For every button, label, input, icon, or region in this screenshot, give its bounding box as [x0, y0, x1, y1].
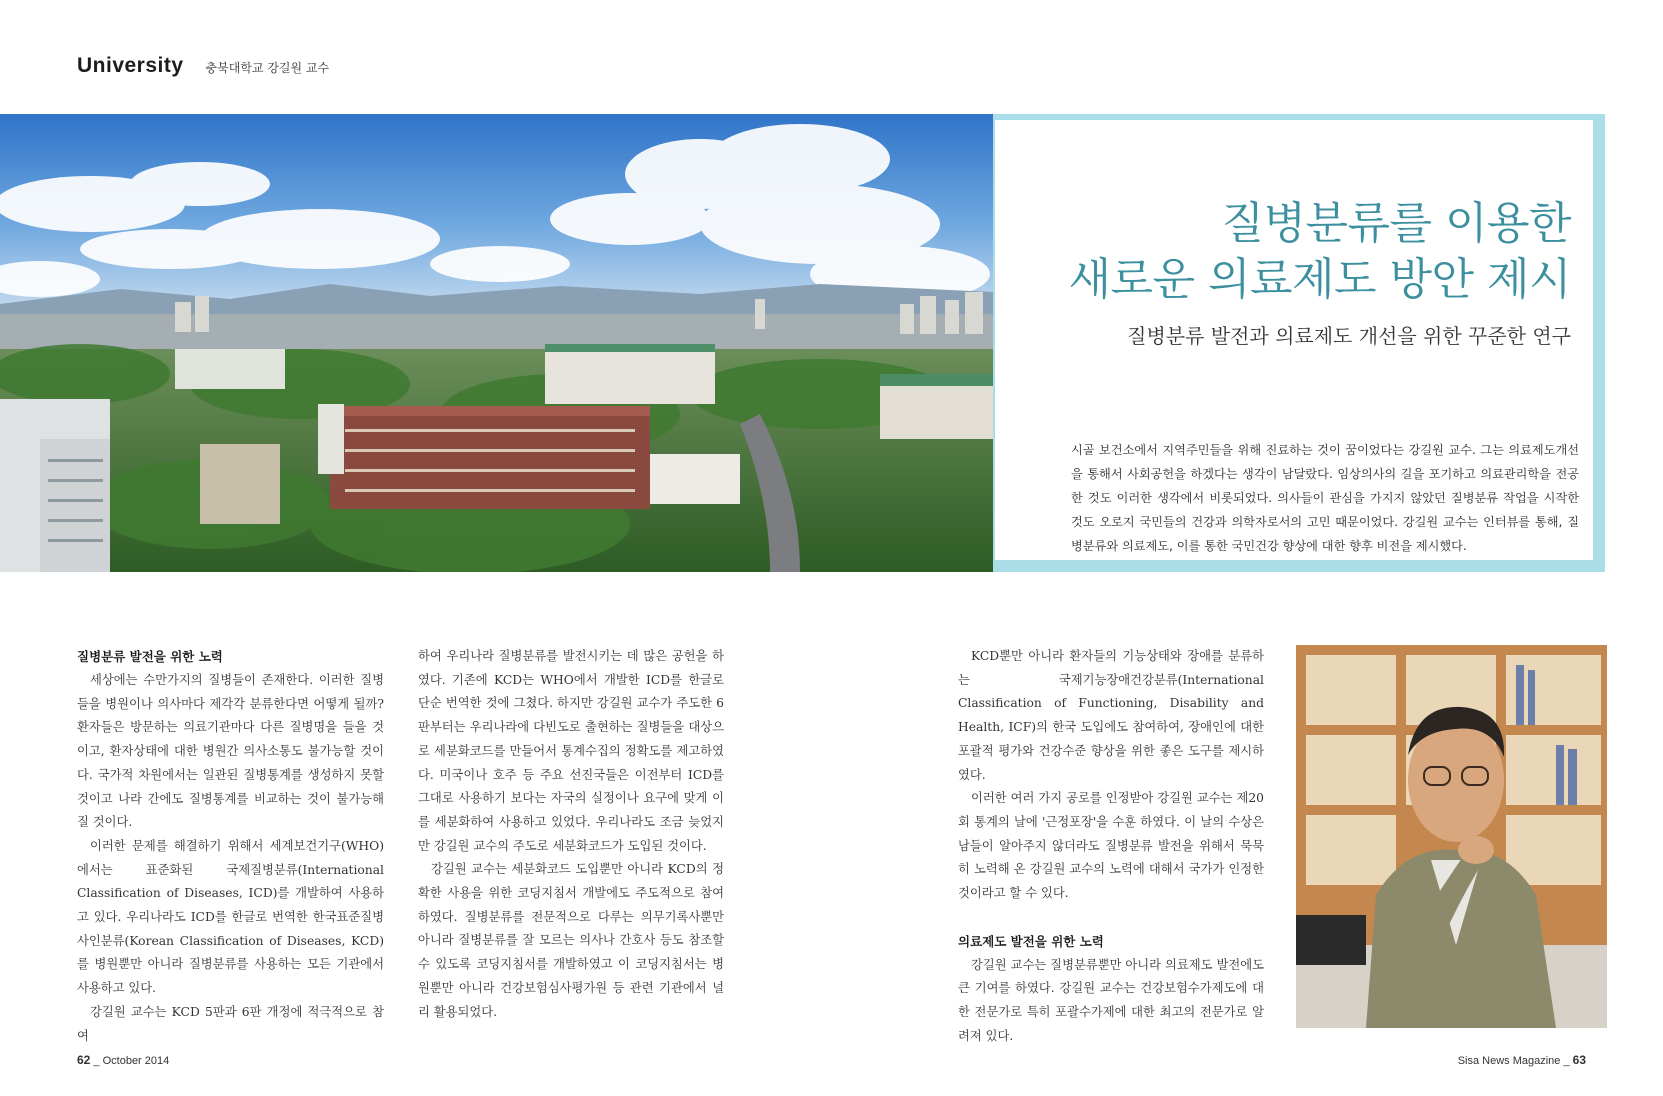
issue-date: _ October 2014	[93, 1055, 170, 1067]
footer-left	[77, 1053, 169, 1067]
page-number-left: 62	[77, 1053, 91, 1067]
paragraph: 이러한 문제를 해결하기 위해서 세계보건기구(WHO)에서는 표준화된 국제질병분류(International Classification of Diseases, ICD)를 개발하여 사용하고 있다. 우리나라도 ICD를 한글로 번역한 한국표준질병사인분류(Korean Classification of Diseases, KCD)를 병원뿐만 아니라 질병분류를 사용하는 모든 기관에서 사용하고 있다.	[77, 838, 384, 996]
title-frame	[993, 114, 1605, 572]
footer-right	[1458, 1053, 1586, 1067]
article-lede: 시골 보건소에서 지역주민들을 위해 진료하는 것이 꿈이었다는 강길원 교수. 그는 의료제도개선을 통해서 사회공헌을 하겠다는 생각이 남달랐다. 임상의사의 길을 포기하고 의료관리학을 전공한 것도 이러한 생각에서 비롯되었다. 의사들이 관심을 가지지 않았던 질병분류 작업을 시작한 것도 오로지 국민들의 건강과 의학자로서의 고민 때문이었다. 강길원 교수는 인터뷰를 통해, 질병분류와 의료제도, 이를 통한 국민건강 향상에 대한 향후 비전을 제시했다.	[1071, 443, 1579, 553]
paragraph: 이러한 여러 가지 공로를 인정받아 강길원 교수는 제20회 통계의 날에 '근정포장'을 수훈 하였다. 이 날의 수상은 남들이 알아주지 않더라도 질병분류 발전을 위해서 묵묵히 노력해 온 강길원 교수의 노력에 대해서 국가가 인정한 것이라고 할 수 있다.	[958, 791, 1264, 901]
body-column-2	[418, 645, 724, 1024]
paragraph: 강길원 교수는 세분화코드 도입뿐만 아니라 KCD의 정확한 사용을 위한 코딩지침서 개발에도 주도적으로 참여하였다. 질병분류를 전문적으로 다루는 의무기록사뿐만 아니라 질병분류를 잘 모르는 의사나 간호사 등도 참조할 수 있도록 코딩지침서를 개발하였고 이 코딩지침서는 병원뿐만 아니라 건강보험심사평가원 등 관련 기관에서 널리 활용되었다.	[418, 862, 724, 1019]
article-subheadline: 질병분류 발전과 의료제도 개선을 위한 꾸준한 연구	[1127, 324, 1571, 348]
paragraph: 세상에는 수만가지의 질병들이 존재한다. 이러한 질병들을 병원이나 의사마다 제각각 분류한다면 어떻게 될까? 환자들은 방문하는 의료기관마다 다른 질병명을 들을 것이고, 환자상태에 대한 병원간 의사소통도 불가능할 것이다. 국가적 차원에서는 일관된 질병통계를 생성하지 못할 것이고 나라 간에도 질병통계를 비교하는 것이 불가능해질 것이다.	[77, 673, 384, 830]
headline-line-1: 질병분류를 이용한	[1221, 198, 1571, 249]
page-number-right: 63	[1572, 1053, 1586, 1067]
section-heading-medical-system: 의료제도 발전을 위한 노력	[958, 933, 1104, 949]
section-subtitle: 충북대학교 강길원 교수	[205, 61, 330, 75]
headline-line-2: 새로운 의료제도 방안 제시	[1068, 254, 1571, 305]
title-panel	[995, 120, 1593, 560]
paragraph: 강길원 교수는 KCD 5판과 6판 개정에 적극적으로 참여	[77, 1004, 384, 1043]
section-tag: University	[77, 54, 184, 77]
section-heading-classification: 질병분류 발전을 위한 노력	[77, 649, 223, 664]
paragraph: 하여 우리나라 질병분류를 발전시키는 데 많은 공헌을 하였다. 기존에 KCD는 WHO에서 개발한 ICD를 한글로 단순 번역한 것에 그쳤다. 하지만 강길원 교수가 주도한 6판부터는 우리나라에 다빈도로 출현하는 질병들을 대상으로 세분화코드를 만들어서 통계수집의 정확도를 제고하였다. 미국이나 호주 등 주요 선진국들은 이전부터 ICD를 그대로 사용하기 보다는 자국의 실정이나 요구에 맞게 이를 세분화하여 사용하고 있었다. 우리나라도 조금 늦었지만 강길원 교수의 주도로 세분화코드가 도입된 것이다.	[418, 649, 724, 853]
magazine-name: Sisa News Magazine _	[1457, 1055, 1570, 1067]
paragraph: KCD뿐만 아니라 환자들의 기능상태와 장애를 분류하는 국제기능장애건강분류(International Classification of Functioning, Disability and Health, ICF)의 한국 도입에도 참여하여, 장애인에 대한 포괄적 평가와 건강수준 향상을 위한 좋은 도구를 제시하였다.	[958, 649, 1264, 782]
campus-aerial-photo	[0, 114, 993, 572]
running-header	[77, 54, 329, 78]
professor-portrait-photo	[1296, 645, 1607, 1028]
article-headline	[1068, 196, 1571, 308]
body-column-1	[77, 645, 384, 1048]
body-column-3	[958, 645, 1264, 1049]
paragraph: 강길원 교수는 질병분류뿐만 아니라 의료제도 발전에도 큰 기여를 하였다. 강길원 교수는 건강보험수가제도에 대한 전문가로 특히 포괄수가제에 대한 최고의 전문가로 알려져 있다.	[958, 957, 1264, 1043]
